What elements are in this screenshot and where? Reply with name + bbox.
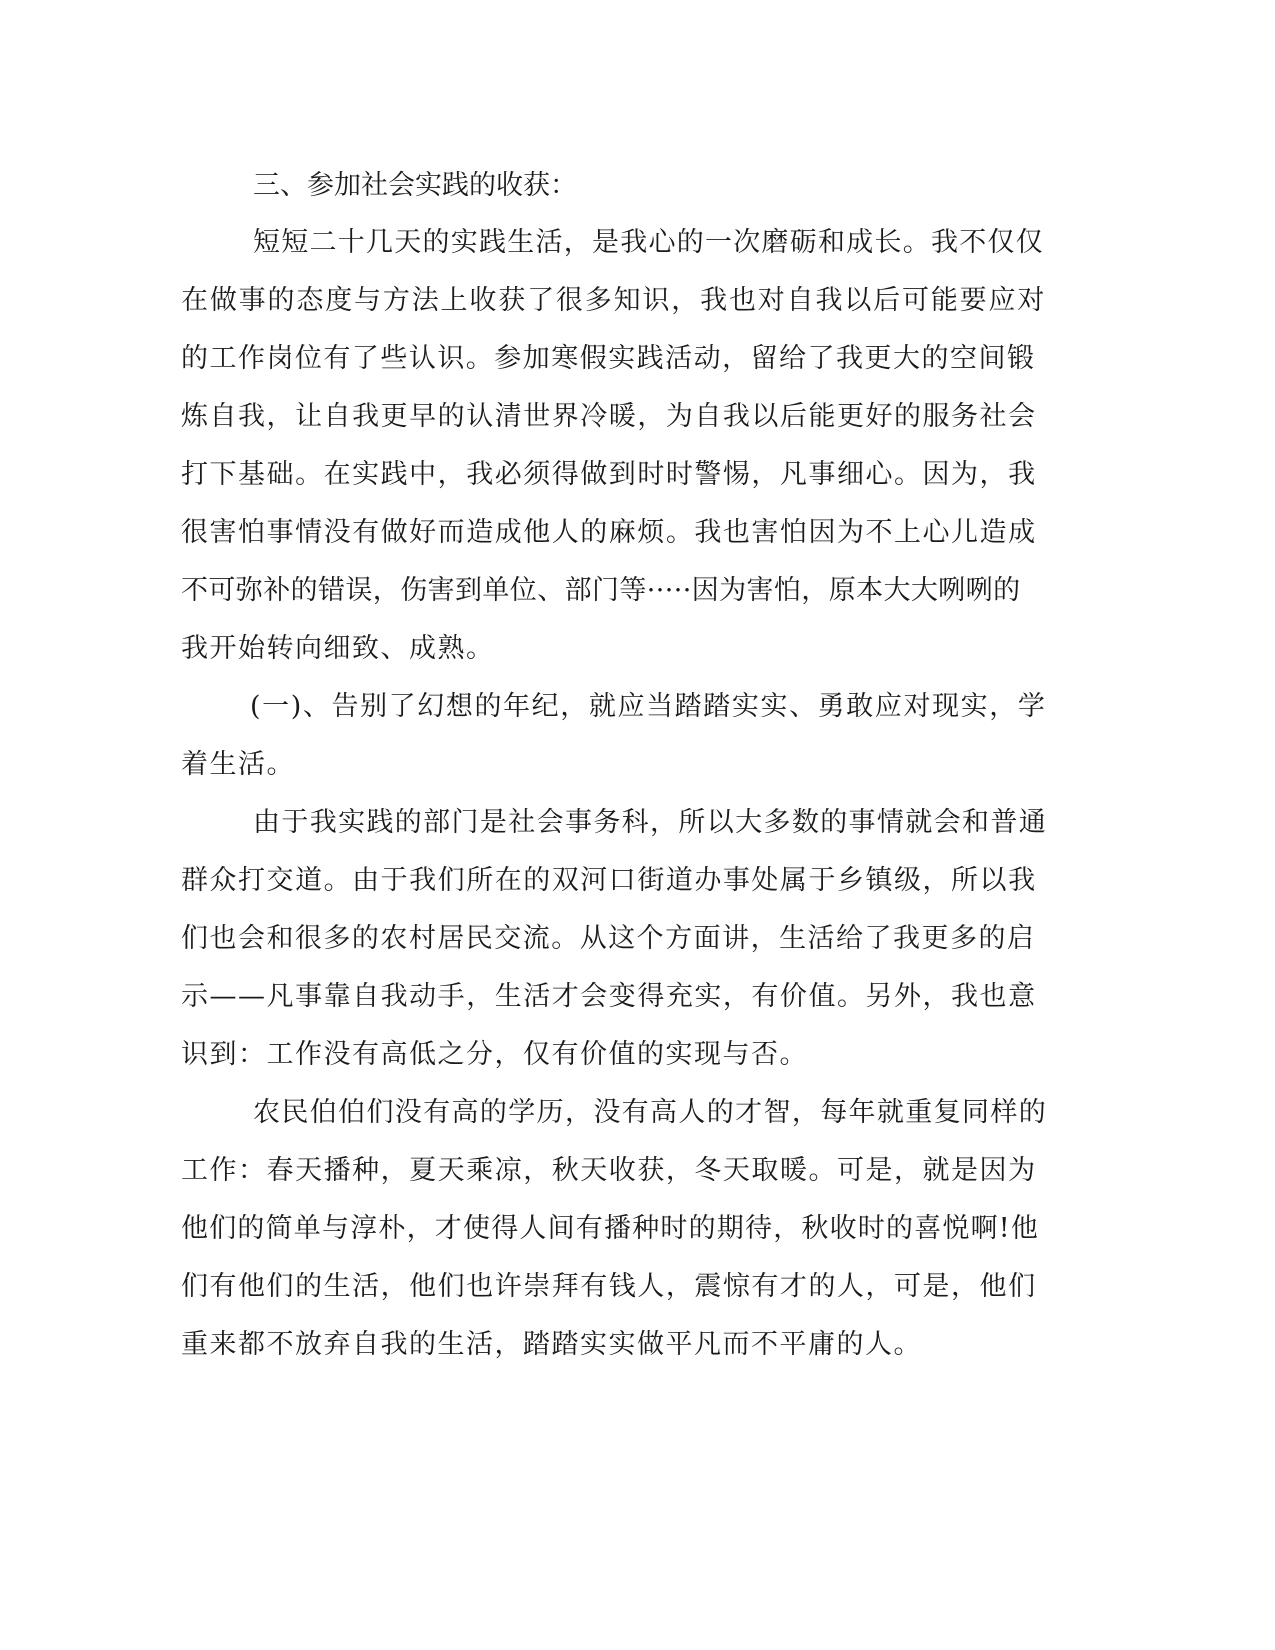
paragraph-4-line-2: 工作：春天播种，夏天乘凉，秋天收获，冬天取暖。可是，就是因为 <box>181 1155 1037 1186</box>
paragraph-2-line-2: 着生活。 <box>181 749 295 780</box>
paragraph-1-line-8: 我开始转向细致、成熟。 <box>181 633 495 664</box>
paragraph-4-line-3: 他们的简单与淳朴，才使得人间有播种时的期待，秋收时的喜悦啊!他 <box>181 1213 1040 1244</box>
paragraph-4-line-5: 重来都不放弃自我的生活，踏踏实实做平凡而不平庸的人。 <box>181 1329 922 1360</box>
paragraph-1-line-1: 短短二十几天的实践生活，是我心的一次磨砺和成长。我不仅仅 <box>253 227 1044 258</box>
paragraph-1-line-3: 的工作岗位有了些认识。参加寒假实践活动，留给了我更大的空间锻 <box>181 343 1036 374</box>
paragraph-1-line-6: 很害怕事情没有做好而造成他人的麻烦。我也害怕因为不上心儿造成 <box>181 517 1037 548</box>
paragraph-3-line-5: 识到：工作没有高低之分，仅有价值的实现与否。 <box>181 1039 808 1070</box>
paragraph-2-line-1: (一)、告别了幻想的年纪，就应当踏踏实实、勇敢应对现实，学 <box>250 691 1047 722</box>
paragraph-3-line-1: 由于我实践的部门是社会事务科，所以大多数的事情就会和普通 <box>253 807 1048 838</box>
paragraph-3-line-3: 们也会和很多的农村居民交流。从这个方面讲，生活给了我更多的启 <box>181 923 1036 954</box>
section-heading: 三、参加社会实践的收获： <box>253 170 577 201</box>
paragraph-1-line-5: 打下基础。在实践中，我必须得做到时时警惕，凡事细心。因为，我 <box>181 459 1037 490</box>
paragraph-3-line-4: 示——凡事靠自我动手，生活才会变得充实，有价值。另外，我也意 <box>181 981 1037 1012</box>
paragraph-1-line-4: 炼自我，让自我更早的认清世界冷暖，为自我以后能更好的服务社会 <box>181 401 1037 432</box>
paragraph-1-line-2: 在做事的态度与方法上收获了很多知识，我也对自我以后可能要应对 <box>181 285 1047 316</box>
paragraph-3-line-2: 群众打交道。由于我们所在的双河口街道办事处属于乡镇级，所以我 <box>181 865 1037 896</box>
paragraph-1-line-7: 不可弥补的错误，伤害到单位、部门等·····因为害怕，原本大大咧咧的 <box>181 575 1021 606</box>
paragraph-4-line-1: 农民伯伯们没有高的学历，没有高人的才智，每年就重复同样的 <box>253 1097 1048 1128</box>
paragraph-4-line-4: 们有他们的生活，他们也许崇拜有钱人，震惊有才的人，可是，他们 <box>181 1271 1037 1302</box>
